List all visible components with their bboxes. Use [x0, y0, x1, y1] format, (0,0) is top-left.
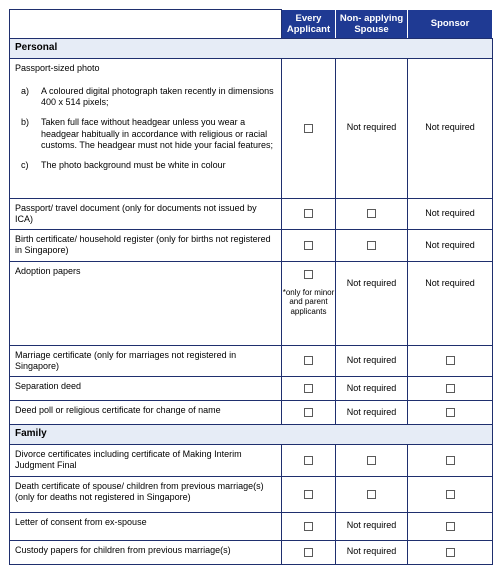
row-desc: Passport/ travel document (only for documents not issued by ICA): [10, 198, 282, 230]
row-custody-papers: [10, 540, 493, 564]
checkbox[interactable]: [446, 356, 455, 365]
checkbox[interactable]: [304, 408, 313, 417]
row-desc: Letter of consent from ex-spouse: [10, 512, 282, 540]
checkbox[interactable]: [367, 456, 376, 465]
not-required-text: Not required: [336, 377, 408, 401]
checkbox[interactable]: [304, 124, 313, 133]
checkbox[interactable]: [446, 456, 455, 465]
checkbox[interactable]: [304, 548, 313, 557]
row-divorce-certificates: [10, 445, 493, 477]
row-adoption-papers: [10, 261, 493, 345]
checkbox[interactable]: [446, 490, 455, 499]
checkbox[interactable]: [304, 270, 313, 279]
row-passport: [10, 198, 493, 230]
section-family: Family: [10, 425, 493, 445]
row-desc: [10, 58, 282, 198]
header-blank: [10, 10, 282, 39]
checkbox[interactable]: [446, 408, 455, 417]
list-item: c) The photo background must be white in colour: [21, 160, 226, 170]
header-every-applicant: Every Applicant: [282, 10, 336, 39]
row-desc: Birth certificate/ household register (only for births not registered in Singapore): [10, 230, 282, 262]
not-required-text: Not required: [408, 58, 493, 198]
checkbox[interactable]: [304, 490, 313, 499]
row-deed-poll: [10, 401, 493, 425]
section-personal: Personal: [10, 39, 493, 59]
checkbox[interactable]: [367, 490, 376, 499]
header-sponsor: Sponsor: [408, 10, 493, 39]
not-required-text: Not required: [336, 540, 408, 564]
row-death-certificate: [10, 476, 493, 512]
not-required-text: Not required: [336, 261, 408, 345]
checkbox[interactable]: [304, 209, 313, 218]
list-item: a) A coloured digital photograph taken recently in dimensions 400 x 514 pixels;: [21, 85, 274, 107]
not-required-text: Not required: [336, 512, 408, 540]
adoption-note: *only for minor and parent applicants: [282, 287, 335, 316]
header-non-applying-spouse: Non- applying Spouse: [336, 10, 408, 39]
document-checklist-table: [9, 9, 493, 565]
row-desc: Death certificate of spouse/ children from previous marriage(s) (only for deaths not registered in Singapore): [10, 476, 282, 512]
row-desc: Separation deed: [10, 377, 282, 401]
row-letter-of-consent: [10, 512, 493, 540]
checkbox[interactable]: [304, 522, 313, 531]
row-desc: Adoption papers: [10, 261, 282, 345]
list-item: b) Taken full face without headgear unless you wear a headgear habitually in accordance with religious or racial customs. The headgear must not hide your facial features;: [21, 117, 273, 150]
not-required-text: Not required: [336, 401, 408, 425]
checkbox[interactable]: [304, 456, 313, 465]
not-required-text: Not required: [336, 345, 408, 377]
checkbox[interactable]: [304, 241, 313, 250]
row-birth-certificate: [10, 230, 493, 262]
checkbox[interactable]: [446, 548, 455, 557]
row-desc: Marriage certificate (only for marriages not registered in Singapore): [10, 345, 282, 377]
checkbox[interactable]: [304, 384, 313, 393]
not-required-text: Not required: [408, 198, 493, 230]
checkbox[interactable]: [446, 384, 455, 393]
checkbox[interactable]: [304, 356, 313, 365]
row-passport-photo: [10, 58, 493, 198]
row-desc: Deed poll or religious certificate for change of name: [10, 401, 282, 425]
not-required-text: Not required: [408, 261, 493, 345]
checkbox[interactable]: [367, 209, 376, 218]
photo-title: Passport-sized photo: [15, 62, 100, 73]
checkbox[interactable]: [367, 241, 376, 250]
not-required-text: Not required: [408, 230, 493, 262]
checkbox[interactable]: [446, 522, 455, 531]
not-required-text: Not required: [336, 58, 408, 198]
row-desc: Divorce certificates including certificate of Making Interim Judgment Final: [10, 445, 282, 477]
photo-requirements-list: [15, 86, 276, 172]
row-desc: Custody papers for children from previous marriage(s): [10, 540, 282, 564]
row-marriage-certificate: [10, 345, 493, 377]
row-separation-deed: [10, 377, 493, 401]
